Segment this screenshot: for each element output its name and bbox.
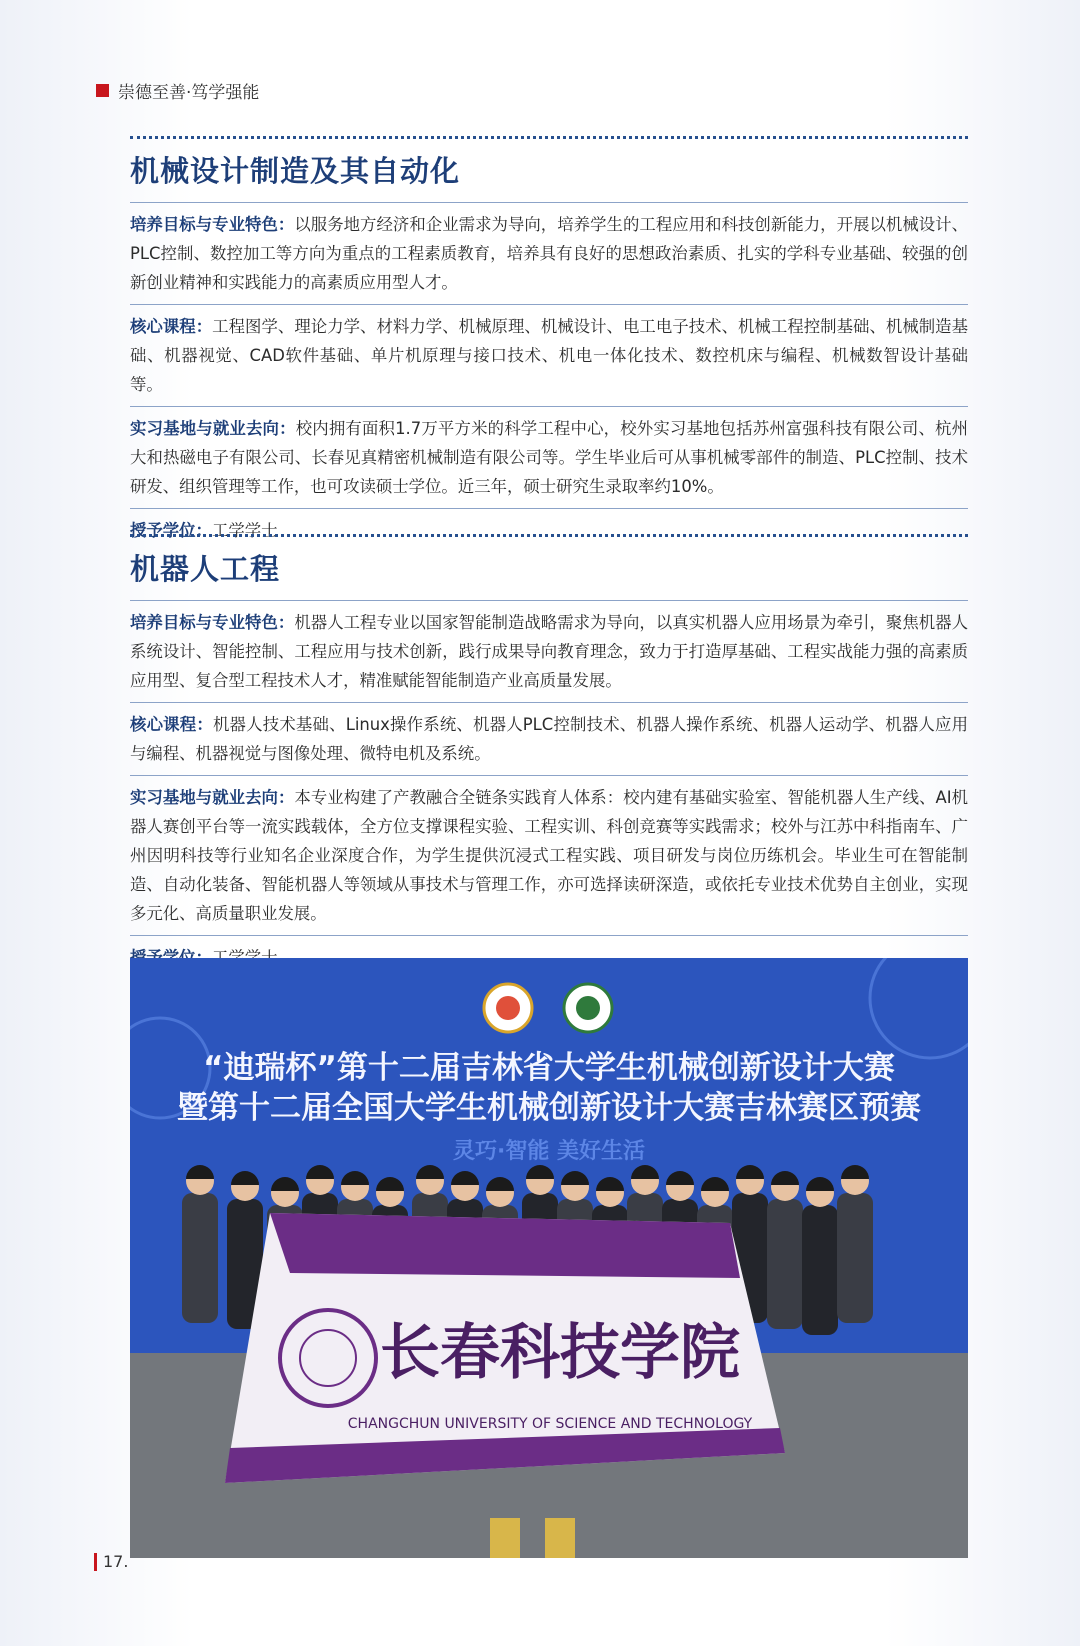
banner-line-1: “迪瑞杯”第十二届吉林省大学生机械创新设计大赛 bbox=[203, 1050, 895, 1086]
flag-name-cn: 长春科技学院 bbox=[380, 1318, 740, 1388]
banner-line-2: 暨第十二届全国大学生机械创新设计大赛吉林赛区预赛 bbox=[177, 1090, 921, 1126]
section-robotics bbox=[130, 534, 968, 979]
red-square-icon bbox=[96, 84, 109, 97]
training-goals bbox=[130, 601, 968, 702]
item-label: 培养目标与专业特色： bbox=[130, 215, 295, 234]
core-courses bbox=[130, 305, 968, 406]
internship-employment bbox=[130, 407, 968, 508]
item-label: 培养目标与专业特色： bbox=[130, 613, 295, 632]
item-text: 工程图学、理论力学、材料力学、机械原理、机械设计、电工电子技术、机械工程控制基础、机械制造基础、机器视觉、CAD软件基础、单片机原理与接口技术、机电一体化技术、数控机床与编程、机械数智设计基础等。 bbox=[130, 317, 969, 394]
item-label: 核心课程： bbox=[130, 317, 213, 336]
item-label: 授予学位： bbox=[130, 521, 212, 540]
flag-top-band bbox=[270, 1213, 740, 1278]
page-number bbox=[94, 1552, 128, 1571]
team-photo bbox=[130, 958, 968, 1558]
student-body bbox=[802, 1205, 838, 1335]
student-body bbox=[182, 1193, 218, 1323]
photo-illustration bbox=[130, 958, 968, 1558]
item-text: 校内拥有面积1.7万平方米的科学工程中心，校外实习基地包括苏州富强科技有限公司、杭州大和热磁电子有限公司、长春见真精密机械制造有限公司等。学生毕业后可从事机械零部件的制造、PLC控制、技术研发、组织管理等工作，也可攻读硕士学位。近三年，硕士研究生录取率约10%。 bbox=[130, 419, 968, 496]
item-label: 实习基地与就业去向： bbox=[130, 419, 296, 438]
flag-name-en: CHANGCHUN UNIVERSITY OF SCIENCE AND TECHNOLOGY bbox=[347, 1416, 753, 1432]
society-logo-inner bbox=[576, 996, 600, 1020]
training-goals bbox=[130, 203, 968, 304]
core-courses bbox=[130, 703, 968, 775]
section-mechanical bbox=[130, 136, 968, 552]
slogan: 崇德至善·笃学强能 bbox=[118, 83, 260, 103]
item-text: 机器人技术基础、Linux操作系统、机器人PLC控制技术、机器人操作系统、机器人运动学、机器人应用与编程、机器视觉与图像处理、微特电机及系统。 bbox=[130, 715, 969, 763]
item-label: 实习基地与就业去向： bbox=[130, 788, 295, 807]
road-marking bbox=[490, 1518, 520, 1558]
student-body bbox=[837, 1193, 873, 1323]
banner-slogan: 灵巧·智能 美好生活 bbox=[452, 1139, 646, 1164]
page-number-text: 17. bbox=[103, 1552, 129, 1571]
section-title: 机械设计制造及其自动化 bbox=[130, 154, 461, 188]
section-title: 机器人工程 bbox=[130, 552, 281, 586]
item-text: 本专业构建了产教融合全链条实践育人体系：校内建有基础实验室、智能机器人生产线、AI机器人赛创平台等一流实践载体，全方位支撑课程实验、工程实训、科创竞赛等实践需求；校外与江苏中科指南车、广州因明科技等行业知名企业深度合作，为学生提供沉浸式工程实践、项目研发与岗位历练机会。毕业生可在智能制造、自动化装备、智能机器人等领域从事技术与管理工作，亦可选择读研深造，或依托专业技术优势自主创业，实现多元化、高质量职业发展。 bbox=[130, 788, 968, 923]
item-text: 以服务地方经济和企业需求为导向，培养学生的工程应用和科技创新能力，开展以机械设计、PLC控制、数控加工等方向为重点的工程素质教育，培养具有良好的思想政治素质、扎实的学科专业基础、较强的创新创业精神和实践能力的高素质应用型人才。 bbox=[130, 215, 969, 292]
page-header bbox=[96, 78, 259, 103]
item-text: 机器人工程专业以国家智能制造战略需求为导向，以真实机器人应用场景为牵引，聚焦机器人系统设计、智能控制、工程应用与技术创新，践行成果导向教育理念，致力于打造厚基础、工程实战能力强的高素质应用型、复合型工程技术人才，精准赋能智能制造产业高质量发展。 bbox=[130, 613, 969, 690]
road-marking bbox=[545, 1518, 575, 1558]
internship-employment bbox=[130, 776, 968, 935]
red-bar-icon bbox=[94, 1553, 97, 1571]
contest-logo-inner bbox=[496, 996, 520, 1020]
item-label: 核心课程： bbox=[130, 715, 213, 734]
item-text: 工学学士 bbox=[211, 521, 278, 540]
student-body bbox=[767, 1199, 803, 1329]
